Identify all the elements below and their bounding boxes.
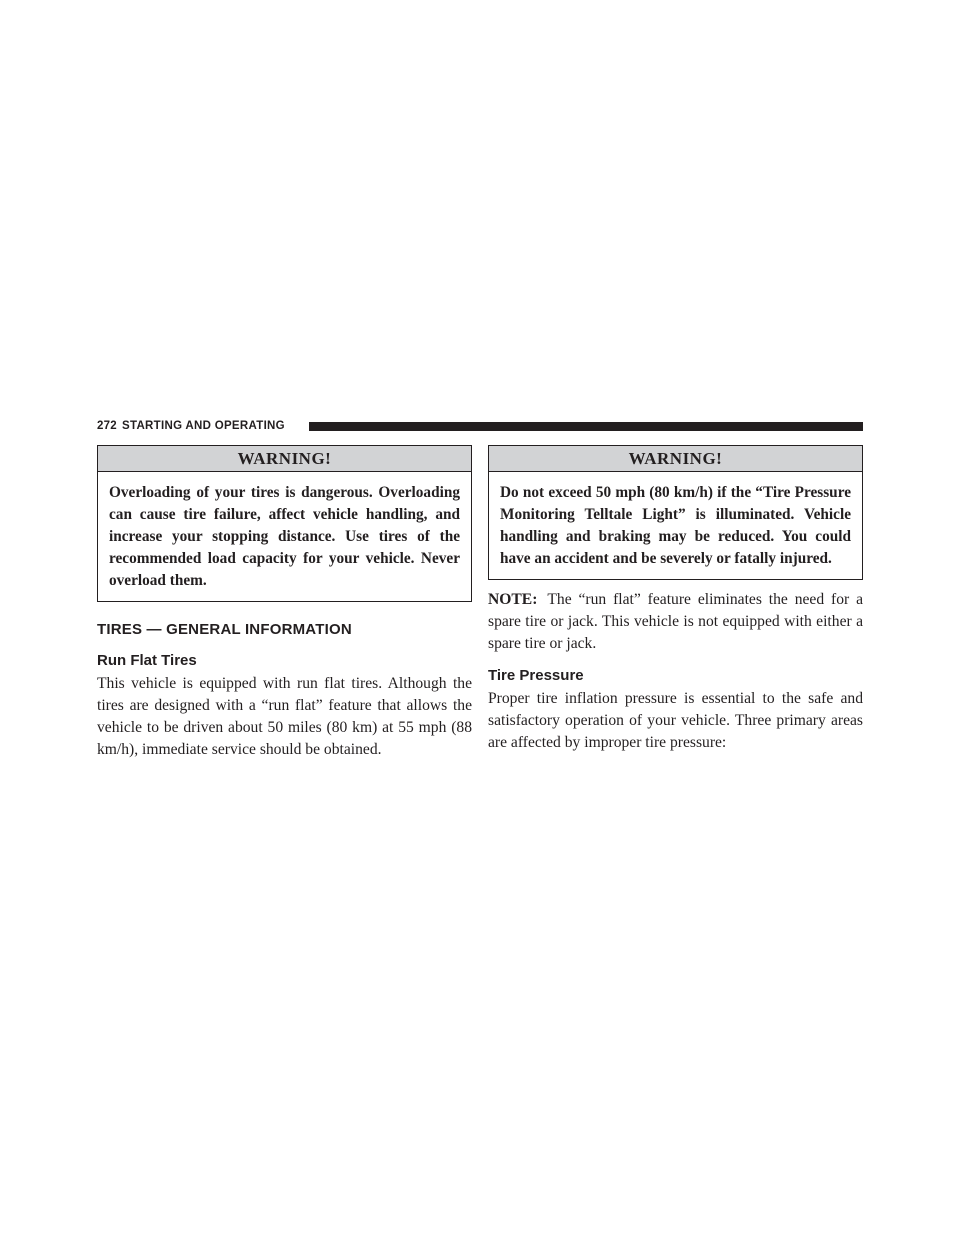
- note-label: NOTE:: [488, 591, 538, 608]
- subheading-tire-pressure: Tire Pressure: [488, 667, 584, 684]
- paragraph-tire-pressure: Proper tire inflation pressure is essential to the safe and satisfactory operation of your vehicle. Three primary areas are affected by improper tire pressure:: [488, 690, 863, 751]
- left-column: [97, 445, 472, 761]
- subheading-run-flat-tires: Run Flat Tires: [97, 652, 197, 669]
- warning-title: WARNING!: [489, 446, 862, 472]
- note-text: The “run flat” feature eliminates the need for a spare tire or jack. This vehicle is not equipped with either a spare tire or jack.: [488, 591, 863, 652]
- section-title: STARTING AND OPERATING: [122, 420, 285, 432]
- warning-box-speed: [488, 445, 863, 580]
- warning-title: WARNING!: [98, 446, 471, 472]
- header-rule: [309, 422, 863, 431]
- right-column: [488, 445, 863, 754]
- page-header: [97, 419, 863, 434]
- heading-tires-general-information: TIRES — GENERAL INFORMATION: [97, 621, 352, 638]
- paragraph-run-flat-tires: This vehicle is equipped with run flat tires. Although the tires are designed with a “run flat” feature that allows the vehicle to be driven about 50 miles (80 km) at 55 mph (88 km/h), immediate service should be obtained.: [97, 675, 472, 758]
- warning-text: Do not exceed 50 mph (80 km/h) if the “Tire Pressure Monitoring Telltale Light” is illuminated. Vehicle handling and braking may be reduced. You could have an accident and be severely or fatally injured.: [500, 484, 851, 567]
- warning-box-overloading: [97, 445, 472, 602]
- page-number: 272: [97, 420, 117, 432]
- note-paragraph: [488, 589, 863, 655]
- warning-text: Overloading of your tires is dangerous. Overloading can cause tire failure, affect vehicle handling, and increase your stopping distance. Use tires of the recommended load capacity for your vehicle. Never overload them.: [109, 484, 460, 589]
